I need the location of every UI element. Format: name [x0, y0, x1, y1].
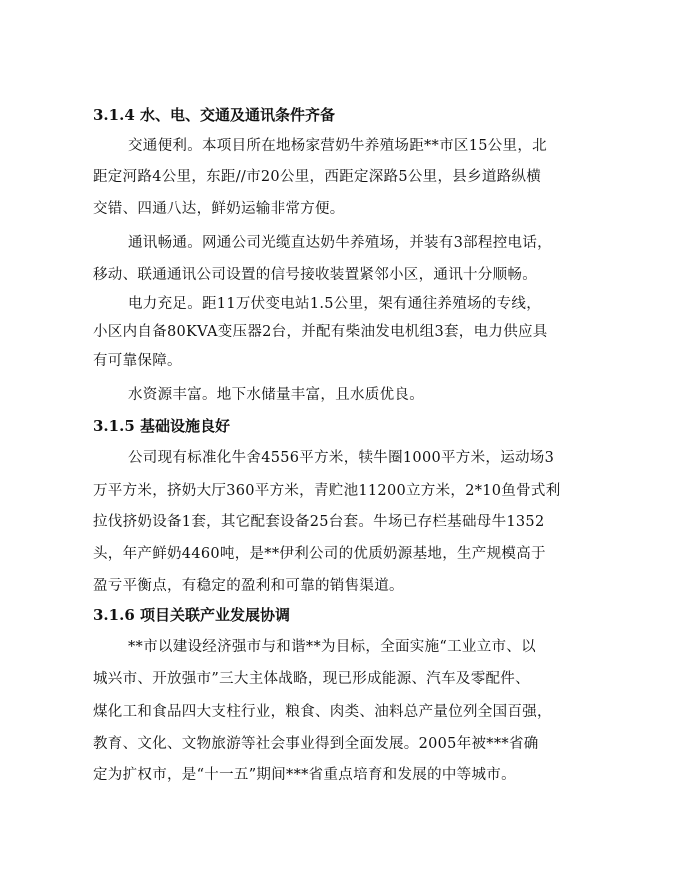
paragraph-infrastructure-line-2: 万平方米，挤奶大厅360平方米，青贮池11200立方米，2*10鱼骨式利 — [93, 483, 561, 499]
paragraph-transport-line-1: 交通便利。本项目所在地杨家营奶牛养殖场距**市区15公里，北 — [128, 138, 547, 154]
paragraph-telecom-line-1: 通讯畅通。网通公司光缆直达奶牛养殖场，并装有3部程控电话， — [128, 235, 552, 251]
paragraph-power-line-2: 小区内自备80KVA变压器2台，并配有柴油发电机组3套，电力供应具 — [93, 324, 548, 340]
paragraph-power-line-1: 电力充足。距11万伏变电站1.5公里，架有通往养殖场的专线， — [128, 296, 542, 312]
paragraph-industry-line-3: 煤化工和食品四大支柱行业，粮食、肉类、油料总产量位列全国百强， — [93, 704, 552, 720]
paragraph-industry-line-2: 城兴市、开放强市”三大主体战略，现已形成能源、汽车及零配件、 — [93, 671, 530, 687]
paragraph-telecom-line-2: 移动、联通通讯公司设置的信号接收装置紧邻小区，通讯十分顺畅。 — [93, 267, 537, 283]
paragraph-water-line-1: 水资源丰富。地下水储量丰富，且水质优良。 — [128, 387, 424, 403]
paragraph-industry-line-5: 定为扩权市，是“十一五”期间***省重点培育和发展的中等城市。 — [93, 767, 516, 783]
section-heading-3-1-4: 3.1.4 水、电、交通及通讯条件齐备 — [93, 106, 335, 124]
paragraph-transport-line-2: 距定河路4公里，东距//市20公里，西距定深路5公里，县乡道路纵横 — [93, 169, 542, 185]
paragraph-infrastructure-line-4: 头，年产鲜奶4460吨，是**伊利公司的优质奶源基地，生产规模高于 — [93, 546, 546, 562]
paragraph-industry-line-1: **市以建设经济强市与和谐**为目标，全面实施“工业立市、以 — [128, 639, 536, 655]
section-heading-3-1-6: 3.1.6 项目关联产业发展协调 — [93, 606, 290, 624]
paragraph-infrastructure-line-3: 拉伐挤奶设备1套，其它配套设备25台套。牛场已存栏基础母牛1352 — [93, 514, 545, 530]
section-heading-3-1-5: 3.1.5 基础设施良好 — [93, 417, 230, 435]
paragraph-power-line-3: 有可靠保障。 — [93, 353, 182, 369]
paragraph-industry-line-4: 教育、文化、文物旅游等社会事业得到全面发展。2005年被***省确 — [93, 736, 539, 752]
paragraph-infrastructure-line-1: 公司现有标准化牛舍4556平方米，犊牛圈1000平方米，运动场3 — [128, 450, 555, 466]
paragraph-infrastructure-line-5: 盈亏平衡点，有稳定的盈利和可靠的销售渠道。 — [93, 578, 404, 594]
paragraph-transport-line-3: 交错、四通八达，鲜奶运输非常方便。 — [93, 201, 345, 217]
